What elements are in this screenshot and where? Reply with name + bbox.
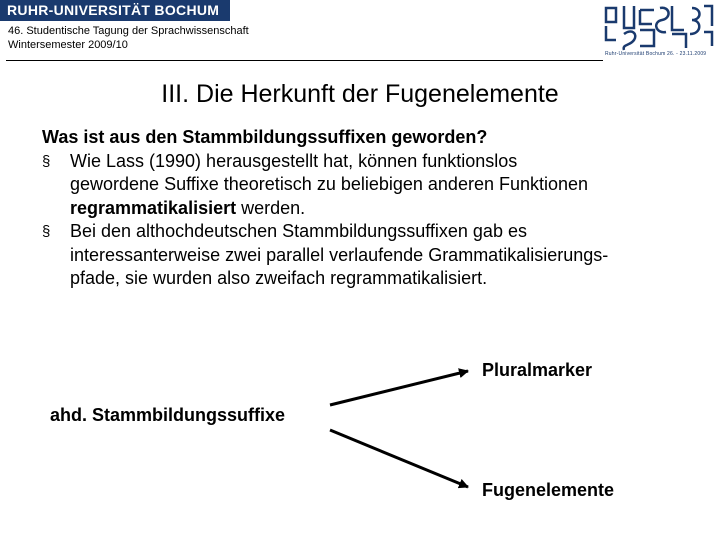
bullet-marker: § xyxy=(42,223,51,240)
logo-caption: Ruhr-Universität Bochum 26. - 23.11.2009 xyxy=(605,51,707,57)
bullet-text-line: Wie Lass (1990) herausgestellt hat, können funktionslos xyxy=(70,150,518,171)
slide-title: III. Die Herkunft der Fugenelemente xyxy=(161,80,559,108)
arrow-to-fugenelemente xyxy=(330,430,468,487)
bullet-text-line: gewordene Suffixe theoretisch zu beliebigen anderen Funktionen xyxy=(70,174,589,194)
arrow-to-pluralmarker xyxy=(330,371,468,405)
university-name: RUHR-UNIVERSITÄT BOCHUM xyxy=(7,2,220,18)
bullet-text-line: pfade, sie wurden also zweifach regrammatikalisiert. xyxy=(70,268,488,288)
target-pluralmarker: Pluralmarker xyxy=(482,360,593,380)
lead-question: Was ist aus den Stammbildungssuffixen geworden? xyxy=(42,127,488,147)
bullet-text-line: Bei den althochdeutschen Stammbildungssuffixen gab es xyxy=(70,221,527,241)
bullet-text-end: werden. xyxy=(236,197,306,218)
bullet-text-line: interessanterweise zwei parallel verlaufende Grammatikalisierungs- xyxy=(70,244,609,265)
bullet-marker: § xyxy=(42,152,51,170)
emphasized-term: regrammatikalisiert xyxy=(70,197,237,218)
source-node: ahd. Stammbildungssuffixe xyxy=(50,405,286,425)
target-fugenelemente: Fugenelemente xyxy=(482,480,615,500)
conference-name: 46. Studentische Tagung der Sprachwissenschaft xyxy=(8,25,249,37)
conference-semester: Wintersemester 2009/10 xyxy=(8,39,128,51)
